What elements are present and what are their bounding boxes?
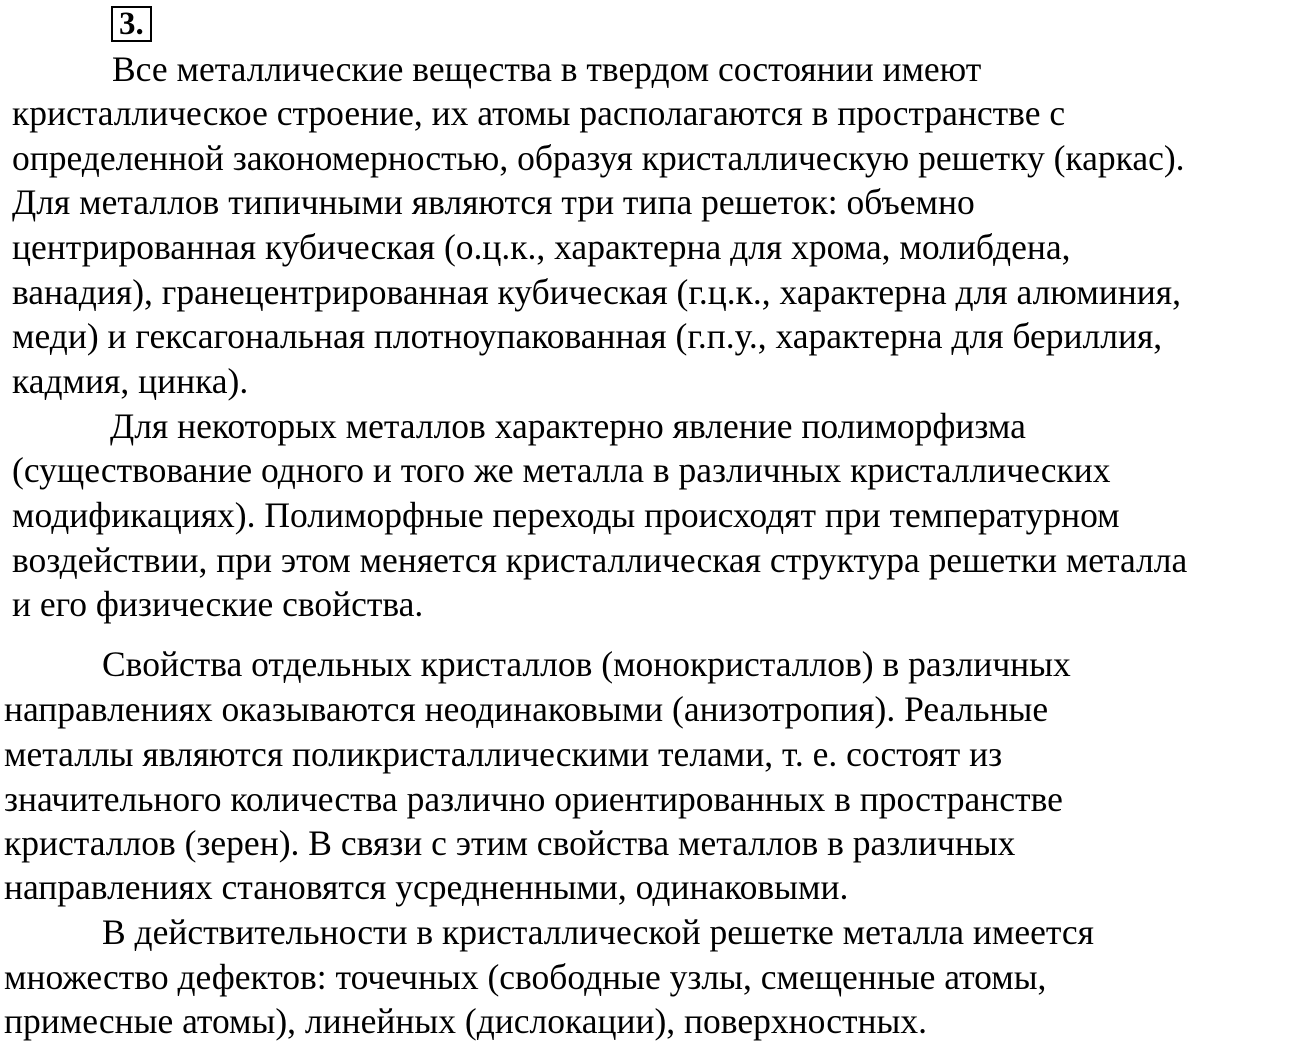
text-line: определенной закономерностью, образуя кристаллическую решетку (каркас).: [12, 138, 1185, 178]
text-line: В действительности в кристаллической решетке металла имеется: [102, 912, 1094, 952]
text-line: кадмия, цинка).: [12, 361, 249, 401]
text-line: значительного количества различно ориентированных в пространстве: [4, 779, 1063, 819]
text-line: (существование одного и того же металла в различных кристаллических: [12, 450, 1111, 490]
text-line: Все металлические вещества в твердом состоянии имеют: [112, 49, 982, 89]
text-line: Для некоторых металлов характерно явление полиморфизма: [110, 406, 1026, 446]
text-line: множество дефектов: точечных (свободные узлы, смещенные атомы,: [4, 957, 1047, 997]
text-line: ванадия), гранецентрированная кубическая (г.ц.к., характерна для алюминия,: [12, 272, 1182, 312]
text-line: модификациях). Полиморфные переходы происходят при температурном: [12, 495, 1120, 535]
text-line: металлы являются поликристаллическими телами, т. е. состоят из: [4, 734, 1003, 774]
text-line: и его физические свойства.: [12, 584, 424, 624]
text-line: меди) и гексагональная плотноупакованная (г.п.у., характерна для бериллия,: [12, 316, 1163, 356]
text-line: примесные атомы), линейных (дислокации), поверхностных.: [4, 1001, 927, 1041]
text-line: воздействии, при этом меняется кристаллическая структура решетки металла: [12, 540, 1188, 580]
text-line: Свойства отдельных кристаллов (монокристаллов) в различных: [102, 644, 1071, 684]
text-line: направлениях становятся усредненными, одинаковыми.: [4, 867, 849, 907]
text-line: Для металлов типичными являются три типа решеток: объемно: [12, 182, 975, 222]
text-line: направлениях оказываются неодинаковыми (анизотропия). Реальные: [4, 689, 1049, 729]
text-line: кристаллов (зерен). В связи с этим свойства металлов в различных: [4, 823, 1016, 863]
text-line: центрированная кубическая (о.ц.к., характерна для хрома, молибдена,: [12, 227, 1071, 267]
text-line: кристаллическое строение, их атомы располагаются в пространстве с: [12, 93, 1066, 133]
section-number-box: 3.: [111, 6, 152, 42]
